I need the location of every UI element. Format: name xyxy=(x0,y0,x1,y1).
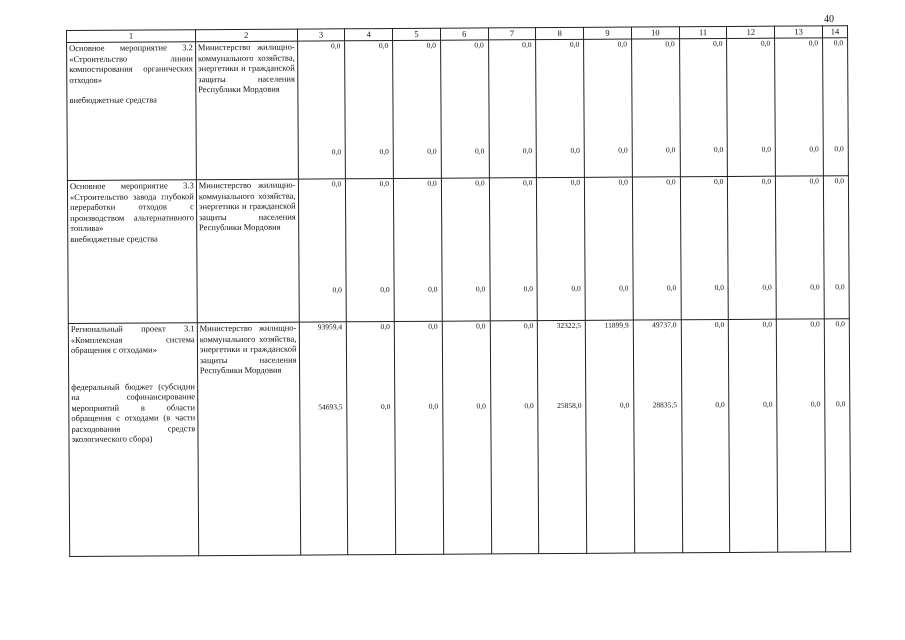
value-total: 0,0 xyxy=(618,177,628,187)
value-cell xyxy=(537,177,586,320)
value-total: 0,0 xyxy=(475,178,485,188)
value-total: 0,0 xyxy=(522,40,532,50)
value-source: 0,0 xyxy=(380,402,391,412)
value-source: 0,0 xyxy=(666,283,677,293)
value-source: 0,0 xyxy=(332,285,342,295)
value-source: 0,0 xyxy=(713,144,724,155)
value-cell xyxy=(584,39,633,177)
value-cell xyxy=(728,176,777,319)
value-source: 0,0 xyxy=(570,145,580,155)
header-cell: 5 xyxy=(393,28,441,40)
value-source: 0,0 xyxy=(810,282,820,292)
value-cell xyxy=(490,321,539,554)
value-source: 25858,0 xyxy=(557,400,582,411)
header-cell: 11 xyxy=(679,26,727,38)
value-cell xyxy=(440,40,489,178)
header-cell: 8 xyxy=(536,27,584,39)
value-total: 11899,9 xyxy=(604,320,629,330)
value-cell xyxy=(775,38,824,176)
value-total: 0,0 xyxy=(379,179,390,189)
value-total: 0,0 xyxy=(713,38,723,49)
value-total: 0,0 xyxy=(834,176,844,186)
value-total: 0,0 xyxy=(474,40,484,50)
header-cell: 13 xyxy=(775,26,823,38)
value-source: 0,0 xyxy=(619,283,629,293)
value-cell xyxy=(823,176,849,319)
value-total: 0,0 xyxy=(761,176,772,186)
value-cell xyxy=(679,38,728,176)
value-cell xyxy=(776,176,825,319)
table-row xyxy=(68,319,850,557)
value-source: 54693,5 xyxy=(318,402,343,412)
value-cell xyxy=(631,39,680,177)
value-source: 0,0 xyxy=(761,144,771,154)
value-total: 0,0 xyxy=(808,38,819,48)
value-source: 0,0 xyxy=(763,399,773,409)
value-total: 0,0 xyxy=(835,319,845,329)
value-total: 0,0 xyxy=(476,321,486,331)
funding-source: внебюджетные средства xyxy=(70,232,158,244)
value-cell xyxy=(536,39,585,177)
value-cell xyxy=(824,319,850,552)
value-total: 0,0 xyxy=(428,321,438,331)
measure-cell xyxy=(67,180,197,324)
value-source: 0,0 xyxy=(474,146,485,156)
value-total: 0,0 xyxy=(523,321,534,331)
executor-cell: Министерство жилищно-коммунального хозяйства, энергетики и гражданской защиты населения Республики Мордовия xyxy=(197,322,300,556)
value-source: 0,0 xyxy=(379,147,389,157)
measure-title: Региональный проект 3.1 «Комплексная система обращения с отходами» xyxy=(70,323,195,355)
value-cell xyxy=(776,319,825,552)
value-cell xyxy=(394,321,443,554)
value-source: 0,0 xyxy=(475,284,486,294)
value-total: 0,0 xyxy=(427,178,437,188)
value-source: 0,0 xyxy=(571,283,581,293)
value-source: 0,0 xyxy=(762,282,772,292)
value-total: 0,0 xyxy=(570,177,581,187)
value-total: 0,0 xyxy=(762,319,773,329)
value-cell xyxy=(298,179,347,322)
measure-cell xyxy=(67,42,197,181)
value-total: 0,0 xyxy=(666,177,676,187)
value-cell xyxy=(729,319,778,552)
value-total: 0,0 xyxy=(426,40,436,50)
value-source: 0,0 xyxy=(810,399,821,409)
value-cell xyxy=(393,40,442,178)
header-cell: 9 xyxy=(584,27,632,39)
value-cell xyxy=(346,179,395,322)
measure-cell xyxy=(68,323,198,557)
value-cell xyxy=(680,176,729,319)
header-cell: 1 xyxy=(67,30,196,43)
value-source: 0,0 xyxy=(715,399,725,410)
value-source: 28835,5 xyxy=(652,400,678,410)
header-cell: 4 xyxy=(345,29,393,41)
value-total: 0,0 xyxy=(714,319,725,330)
value-total: 0,0 xyxy=(380,322,390,332)
value-cell xyxy=(538,320,587,553)
value-total: 93959,4 xyxy=(317,322,343,332)
value-total: 0,0 xyxy=(331,179,342,189)
value-source: 0,0 xyxy=(835,399,846,409)
value-total: 49737,0 xyxy=(652,320,677,330)
header-cell: 12 xyxy=(727,26,775,38)
value-cell xyxy=(442,321,491,554)
value-total: 0,0 xyxy=(713,176,724,187)
value-cell xyxy=(585,320,634,553)
value-total: 0,0 xyxy=(331,41,341,51)
value-source: 0,0 xyxy=(476,401,486,411)
value-source: 0,0 xyxy=(618,145,628,155)
value-source: 0,0 xyxy=(834,144,844,154)
value-cell xyxy=(488,40,537,178)
value-cell xyxy=(489,178,538,321)
measure-title: Основное мероприятие 3.3 «Строительство завода глубокой переработки отходов с производством альтернативного топлива» xyxy=(69,180,194,233)
value-source: 0,0 xyxy=(428,401,439,411)
header-cell: 7 xyxy=(488,28,536,40)
value-source: 0,0 xyxy=(522,146,533,156)
budget-table xyxy=(66,25,851,557)
value-source: 0,0 xyxy=(427,146,437,156)
table-row xyxy=(67,176,849,324)
executor-cell: Министерство жилищно-коммунального хозяйства, энергетики и гражданской защиты населения Республики Мордовия xyxy=(195,41,298,180)
value-source: 0,0 xyxy=(835,282,845,292)
value-source: 0,0 xyxy=(524,401,534,411)
value-total: 0,0 xyxy=(809,176,819,186)
value-total: 0,0 xyxy=(810,319,820,329)
value-source: 0,0 xyxy=(331,147,342,157)
header-cell: 3 xyxy=(297,29,345,41)
value-total: 32322,5 xyxy=(556,320,581,331)
value-cell xyxy=(727,38,776,176)
value-cell xyxy=(297,41,346,179)
value-source: 0,0 xyxy=(666,145,676,155)
value-cell xyxy=(299,322,348,555)
value-cell xyxy=(393,178,442,321)
value-total: 0,0 xyxy=(833,38,844,48)
value-cell xyxy=(633,320,682,553)
value-cell xyxy=(347,321,396,554)
value-cell xyxy=(681,319,730,552)
value-source: 0,0 xyxy=(619,400,630,410)
header-cell: 6 xyxy=(440,28,488,40)
value-source: 0,0 xyxy=(380,285,390,295)
value-source: 0,0 xyxy=(428,284,438,294)
header-cell: 14 xyxy=(822,26,847,38)
measure-title: Основное мероприятие 3.2 «Строительство линии компостирования органических отходов» xyxy=(69,42,194,85)
value-cell xyxy=(345,41,394,179)
value-cell xyxy=(632,177,681,320)
header-cell: 2 xyxy=(195,29,297,42)
page-number: 40 xyxy=(824,14,834,25)
value-cell xyxy=(823,38,849,176)
value-total: 0,0 xyxy=(665,39,675,49)
value-source: 0,0 xyxy=(809,144,819,154)
value-total: 0,0 xyxy=(378,41,389,51)
value-source: 0,0 xyxy=(714,282,725,293)
value-total: 0,0 xyxy=(569,39,580,49)
executor-cell: Министерство жилищно-коммунального хозяйства, энергетики и гражданской защиты населения Республики Мордовия xyxy=(196,179,299,323)
value-total: 0,0 xyxy=(617,39,628,49)
table-row xyxy=(67,38,849,181)
funding-source: внебюджетные средства xyxy=(69,94,157,105)
value-cell xyxy=(441,178,490,321)
value-source: 0,0 xyxy=(523,284,533,294)
header-cell: 10 xyxy=(631,27,679,39)
value-cell xyxy=(585,177,634,320)
funding-source: федеральный бюджет (субсидии на софинансирование мероприятий в области обращения с отходами (в части расходования средств экологического сбора) xyxy=(71,380,196,444)
value-total: 0,0 xyxy=(522,178,533,188)
value-total: 0,0 xyxy=(760,38,771,48)
